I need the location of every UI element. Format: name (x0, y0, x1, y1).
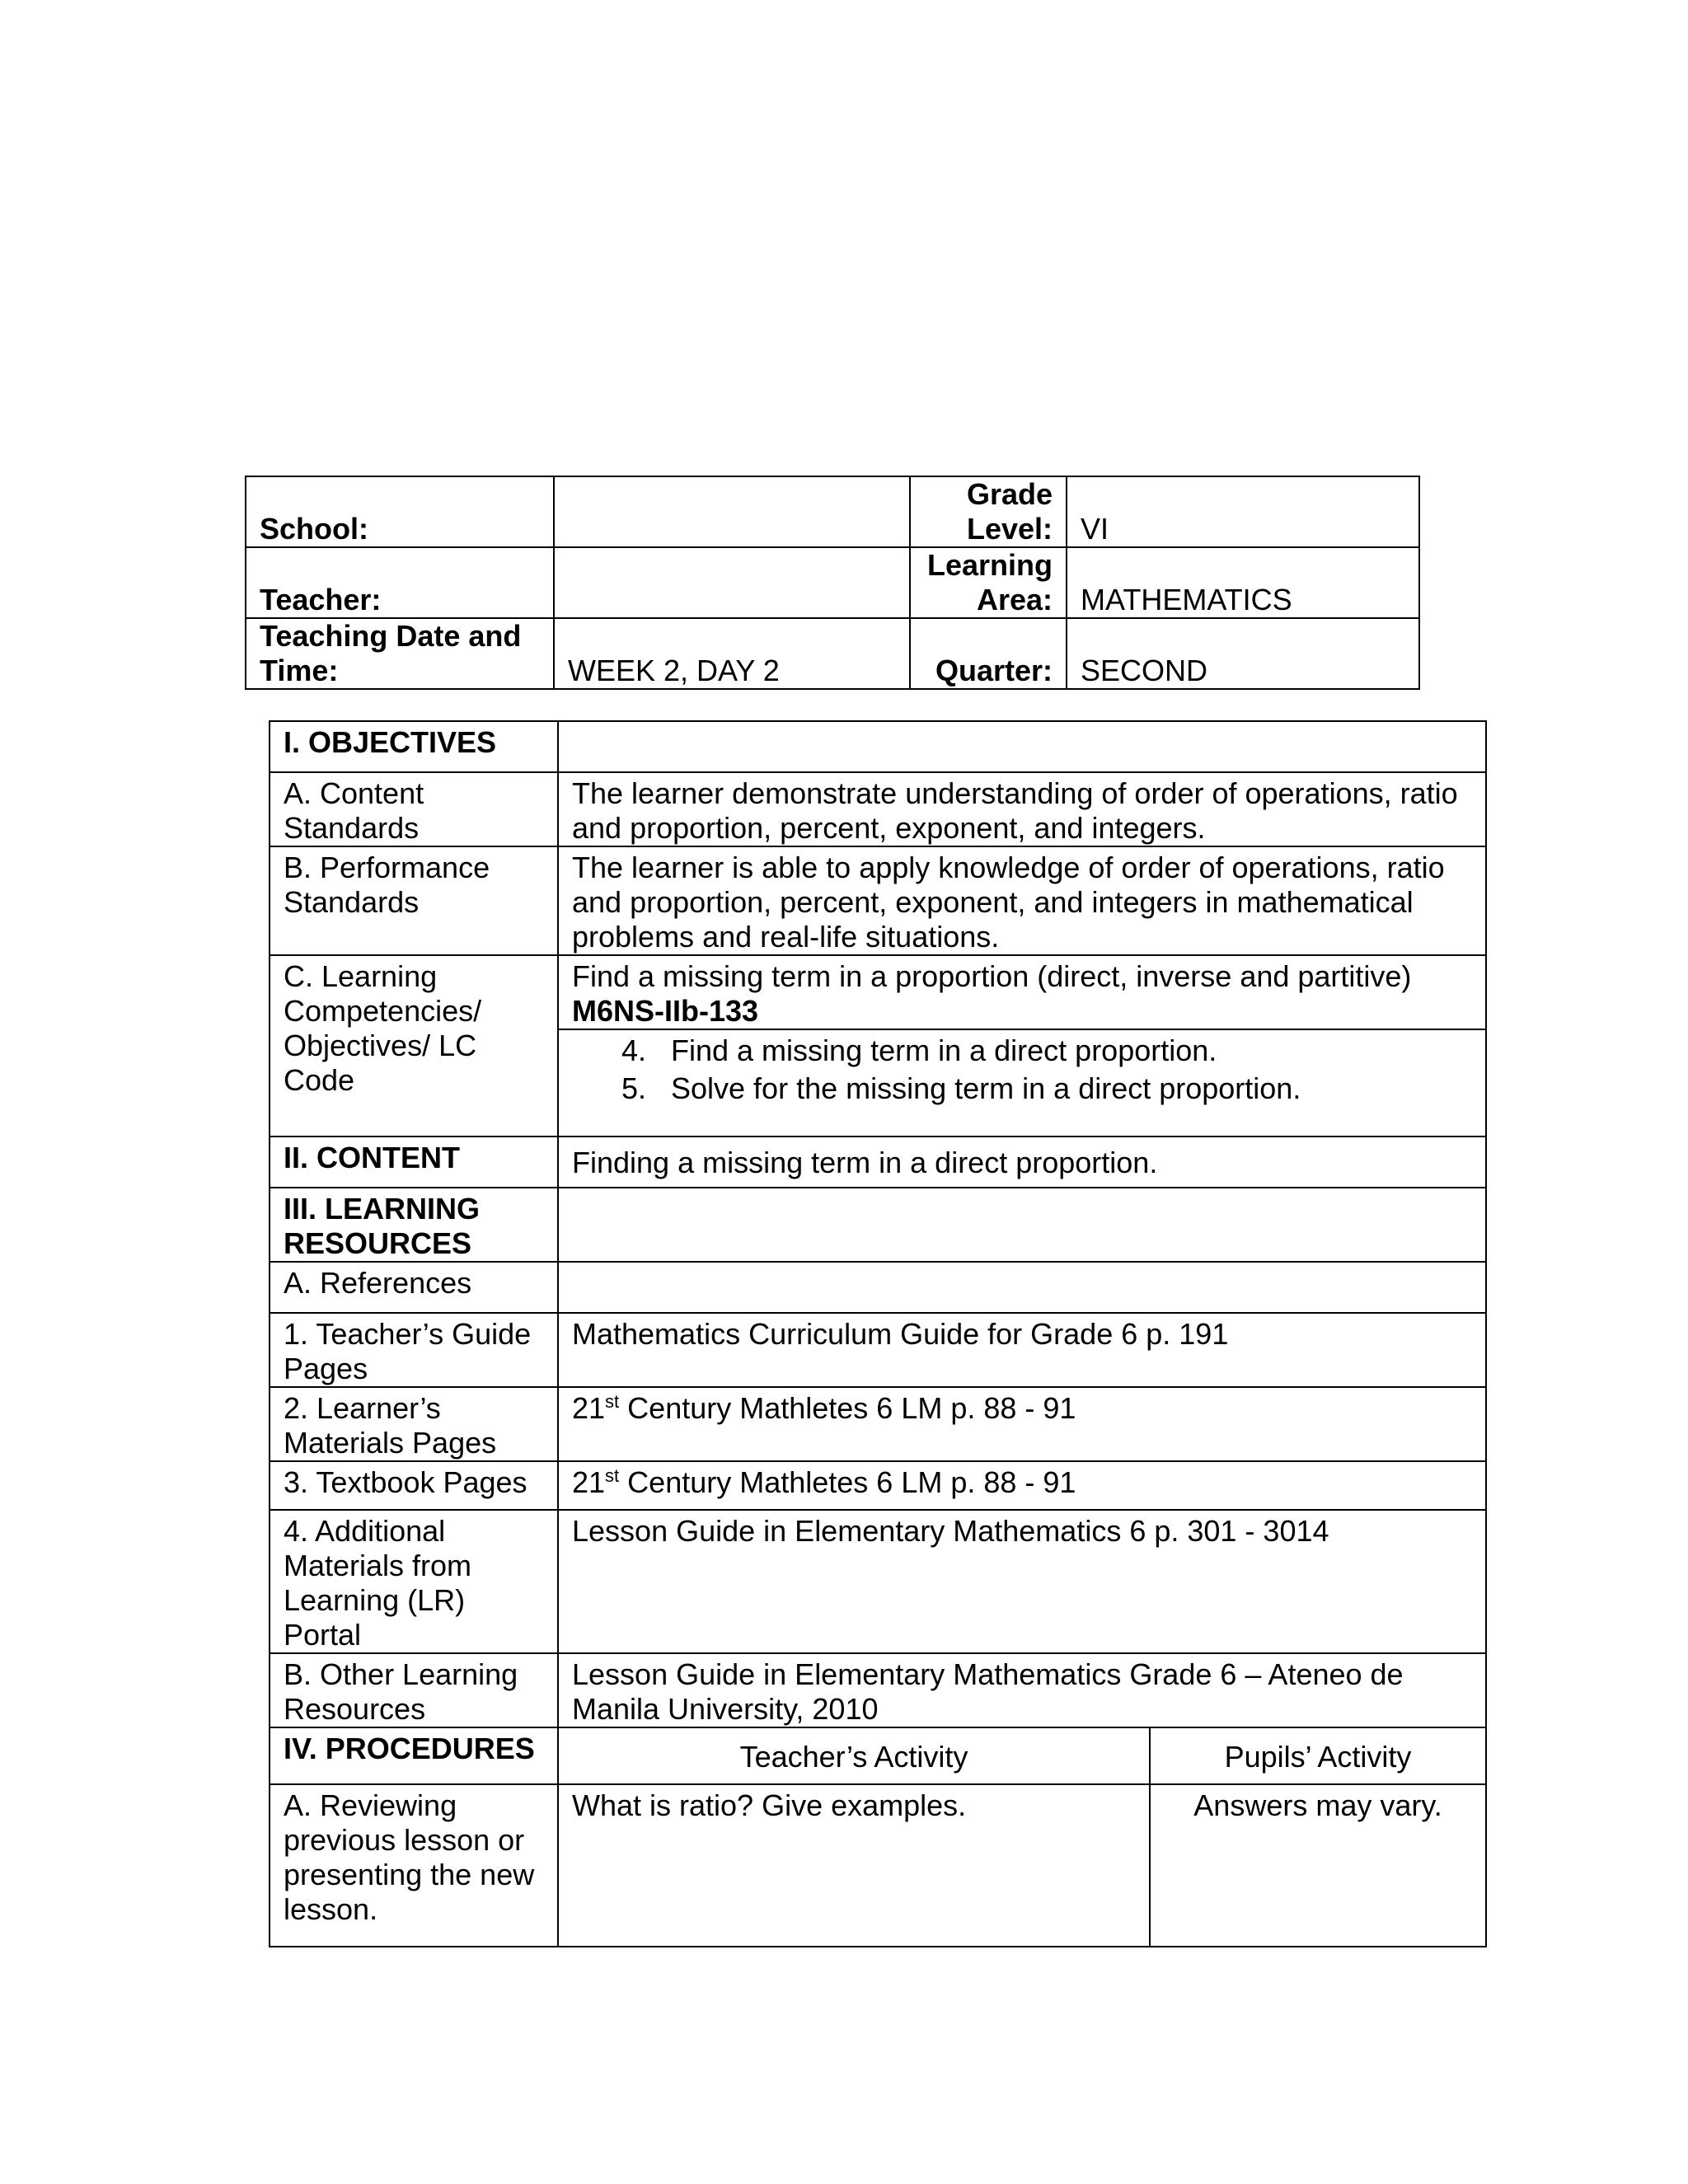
area-label-line2: Area: (976, 583, 1053, 616)
learners-materials-text: 21st Century Mathletes 6 LM p. 88 - 91 (558, 1387, 1486, 1461)
competencies-label: C. Learning Competencies/ Objectives/ LC Code (270, 955, 558, 1137)
teacher-activity-header: Teacher’s Activity (558, 1727, 1150, 1784)
objective-items-list (572, 1033, 1472, 1106)
reviewing-pupils-activity: Answers may vary. (1150, 1784, 1486, 1947)
learners-materials-label: 2. Learner’s Materials Pages (270, 1387, 558, 1461)
resources-heading-blank (558, 1188, 1486, 1262)
competencies-description: Find a missing term in a proportion (direct, inverse and partitive) (572, 959, 1412, 993)
list-item: 5. Solve for the missing term in a direct proportion. (621, 1071, 1301, 1105)
other-resources-label: B. Other Learning Resources (270, 1653, 558, 1727)
grade-label-line1: Grade (966, 477, 1053, 511)
pupils-activity-header: Pupils’ Activity (1150, 1727, 1486, 1784)
area-label-line1: Learning (926, 548, 1053, 582)
teacher-value (554, 547, 910, 618)
list-item: 4. Find a missing term in a direct proportion. (621, 1033, 1217, 1067)
teacher-label: Teacher: (246, 547, 554, 618)
reviewing-teacher-activity: What is ratio? Give examples. (558, 1784, 1150, 1947)
textbook-label: 3. Textbook Pages (270, 1461, 558, 1510)
lesson-plan-table (269, 720, 1487, 1947)
other-resources-text: Lesson Guide in Elementary Mathematics Grade 6 – Ateneo de Manila University, 2010 (558, 1653, 1486, 1727)
procedures-heading: IV. PROCEDURES (270, 1727, 558, 1784)
objectives-heading-blank (558, 721, 1486, 772)
quarter-value: SECOND (1067, 618, 1419, 689)
learning-area-label (910, 547, 1067, 618)
objectives-heading: I. OBJECTIVES (270, 721, 558, 772)
competency-code: M6NS-IIb-133 (572, 994, 759, 1028)
performance-standards-label: B. Performance Standards (270, 846, 558, 955)
performance-standards-text: The learner is able to apply knowledge of order of operations, ratio and proportion, percent, exponent, and integers in mathematical problems and real-life situations. (558, 846, 1486, 955)
learning-area-value: MATHEMATICS (1067, 547, 1419, 618)
content-text: Finding a missing term in a direct proportion. (558, 1137, 1486, 1188)
objective-items-cell (558, 1029, 1486, 1137)
teachers-guide-text: Mathematics Curriculum Guide for Grade 6 p. 191 (558, 1313, 1486, 1387)
date-label-line2: Time: (260, 654, 339, 687)
date-label-line1: Teaching Date and (260, 619, 522, 653)
additional-materials-label: 4. Additional Materials from Learning (LR) Portal (270, 1510, 558, 1653)
content-standards-label: A. Content Standards (270, 772, 558, 846)
textbook-text: 21st Century Mathletes 6 LM p. 88 - 91 (558, 1461, 1486, 1510)
teachers-guide-label: 1. Teacher’s Guide Pages (270, 1313, 558, 1387)
grade-level-label (910, 476, 1067, 547)
quarter-label: Quarter: (910, 618, 1067, 689)
additional-materials-text: Lesson Guide in Elementary Mathematics 6 p. 301 - 3014 (558, 1510, 1486, 1653)
school-label: School: (246, 476, 554, 547)
competencies-text (558, 955, 1486, 1029)
school-value (554, 476, 910, 547)
grade-label-line2: Level: (966, 512, 1053, 546)
header-table (245, 476, 1420, 690)
reviewing-label: A. Reviewing previous lesson or presenting the new lesson. (270, 1784, 558, 1947)
teaching-date-value: WEEK 2, DAY 2 (554, 618, 910, 689)
references-label: A. References (270, 1262, 558, 1313)
resources-heading: III. LEARNING RESOURCES (270, 1188, 558, 1262)
content-heading: II. CONTENT (270, 1137, 558, 1188)
teaching-date-label (246, 618, 554, 689)
references-blank (558, 1262, 1486, 1313)
content-standards-text: The learner demonstrate understanding of order of operations, ratio and proportion, percent, exponent, and integers. (558, 772, 1486, 846)
grade-level-value: VI (1067, 476, 1419, 547)
